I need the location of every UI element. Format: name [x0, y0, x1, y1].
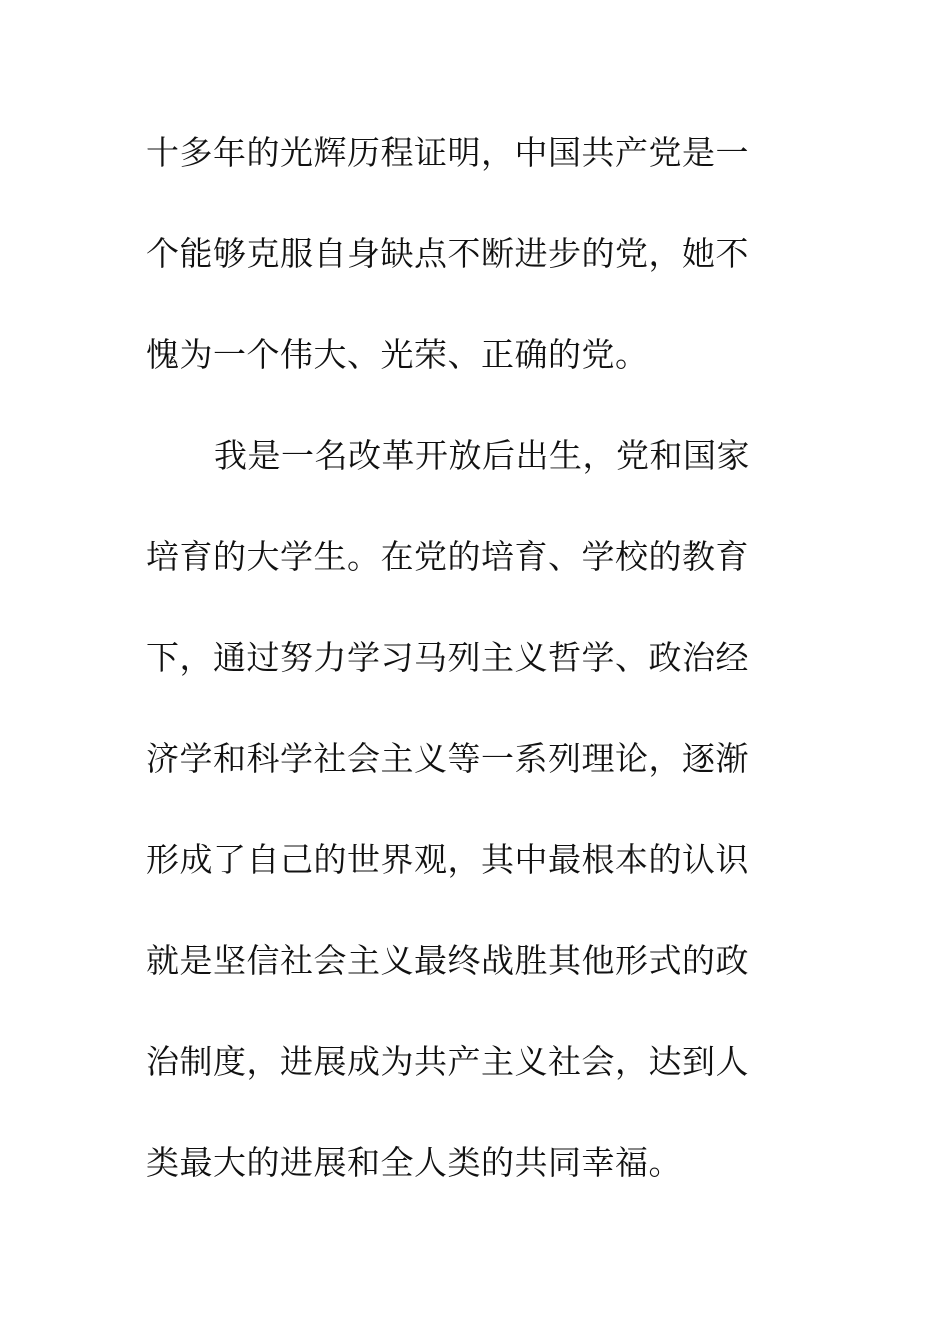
text-line: 就是坚信社会主义最终战胜其他形式的政 — [146, 941, 749, 980]
text-line: 形成了自己的世界观，其中最根本的认识 — [146, 840, 749, 879]
text-line: 个能够克服自身缺点不断进步的党，她不 — [146, 234, 749, 273]
text-line: 培育的大学生。在党的培育、学校的教育 — [146, 537, 749, 576]
text-line: 愧为一个伟大、光荣、正确的党。 — [146, 335, 649, 374]
paragraph-start-line: 我是一名改革开放后出生，党和国家 — [214, 436, 750, 475]
text-line: 济学和科学社会主义等一系列理论，逐渐 — [146, 739, 749, 778]
text-line: 治制度，进展成为共产主义社会，达到人 — [146, 1042, 749, 1081]
text-line: 下，通过努力学习马列主义哲学、政治经 — [146, 638, 749, 677]
text-line: 十多年的光辉历程证明，中国共产党是一 — [146, 133, 749, 172]
text-line: 类最大的进展和全人类的共同幸福。 — [146, 1143, 682, 1182]
